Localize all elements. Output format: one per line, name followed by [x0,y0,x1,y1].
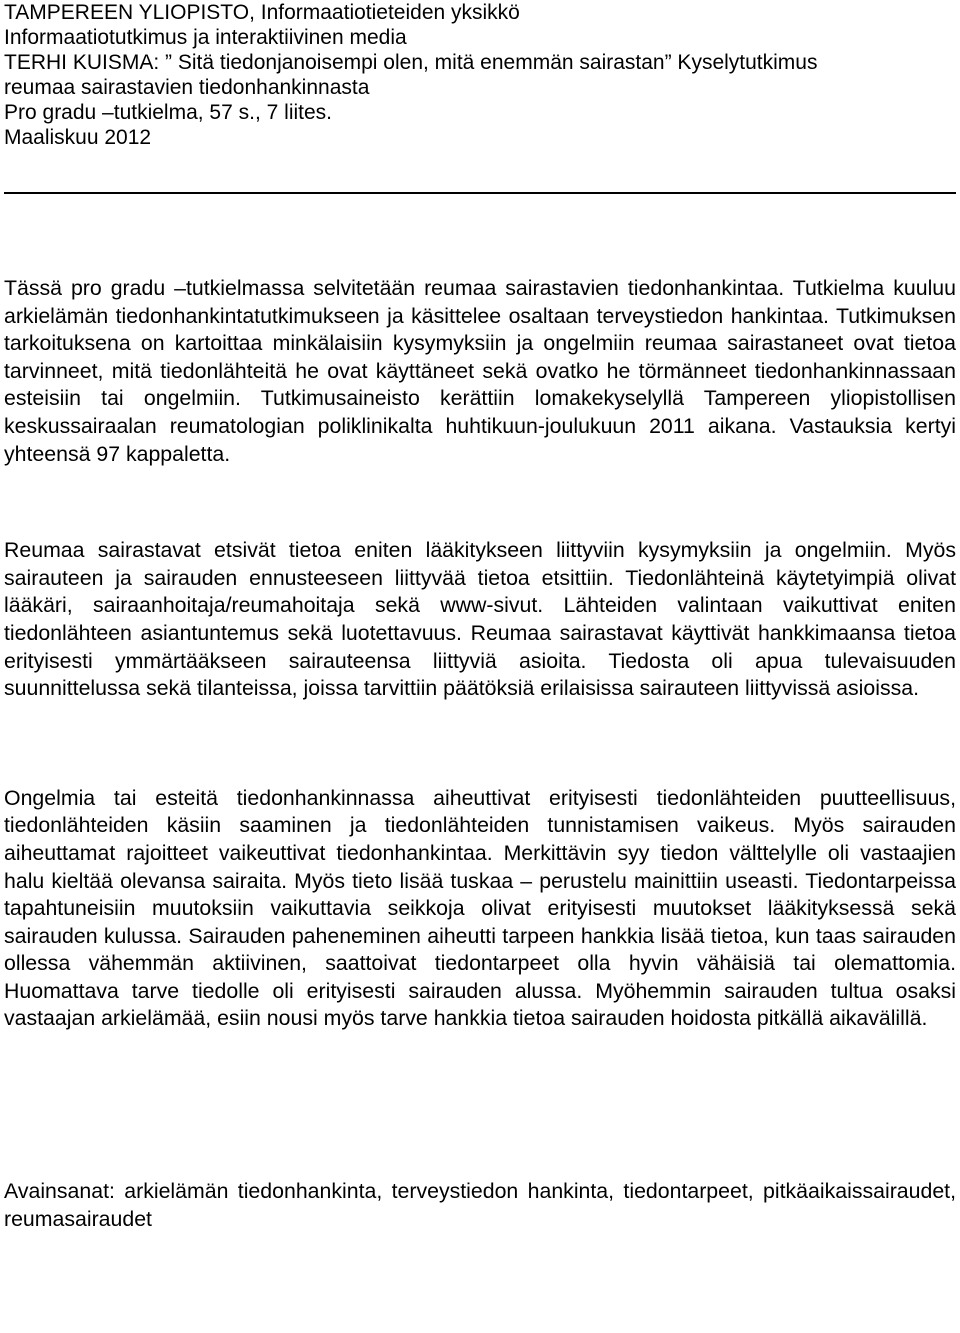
date-line: Maaliskuu 2012 [4,126,152,149]
university-line: TAMPEREEN YLIOPISTO, Informaatiotieteiden yksikkö [4,1,520,24]
document-header [4,0,956,150]
thesis-info-line: Pro gradu –tutkielma, 57 s., 7 liites. [4,101,332,124]
abstract-paragraph-2: Reumaa sairastavat etsivät tietoa eniten lääkitykseen liittyviin kysymyksiin ja ongelmiin. Myös sairauteen ja sairauden ennusteeseen liittyvää tietoa etsittiin. Tiedonlähteinä käytetyimpiä olivat lääkäri, sairaanhoitaja/reumahoitaja sekä www-sivut. Lähteiden valintaan vaikuttivat eniten tiedonlähteen asiantuntemus sekä luotettavuus. Reumaa sairastavat käyttivät hankkimaansa tietoa erityisesti ymmärtääkseen sairauteensa liittyviä asioita. Tiedosta oli apua tulevaisuuden suunnittelussa sekä tilanteissa, joissa tarvittiin päätöksiä erilaisissa sairauteen liittyvissä asioissa. [4,538,956,701]
department-line: Informaatiotutkimus ja interaktiivinen media [4,26,407,49]
author-title-line: TERHI KUISMA: ” Sitä tiedonjanoisempi olen, mitä enemmän sairastan” Kyselytutkimus [4,51,818,74]
abstract-paragraph-1: Tässä pro gradu –tutkielmassa selvitetään reumaa sairastavien tiedonhankintaa. Tutkielma kuuluu arkielämän tiedonhankintatutkimukseen ja käsittelee osaltaan terveystiedon hankintaa. Tutkimuksen tarkoituksena on kartoittaa minkälaisiin kysymyksiin ja ongelmiin reumaa sairastaneet ovat tietoa tarvinneet, mitä tiedonlähteitä he ovat käyttäneet sekä ovatko he törmänneet tiedonhankinnassaan esteisiin tai ongelmiin. Tutkimusaineisto kerättiin lomakekyselyllä Tampereen yliopistollisen keskussairaalan reumatologian poliklinikalta huhtikuun-joulukuun 2011 aikana. Vastauksia kertyi yhteensä 97 kappaletta. [4,276,956,466]
title-continuation-line: reumaa sairastavien tiedonhankinnasta [4,76,370,99]
abstract-paragraph-3: Ongelmia tai esteitä tiedonhankinnassa aiheuttivat erityisesti tiedonlähteiden puutteellisuus, tiedonlähteiden käsiin saaminen ja tiedonlähteiden tunnistamisen vaikeus. Myös sairauden aiheuttamat rajoitteet vaikeuttivat tiedonhankintaa. Merkittävin syy tiedon välttelylle oli vastaajien halu kieltää olevansa sairaita. Myös tieto lisää tuskaa – perustelu mainittiin useasti. Tiedontarpeissa tapahtuneisiin muutoksiin vaikuttavia seikkoja olivat erityisesti muutokset lääkityksessä sekä sairauden kulussa. Sairauden paheneminen aiheutti tarpeen hankkia lisää tietoa, kun taas sairauden ollessa vähemmän aktiivinen, saattoivat tiedontarpeet olla hyvin vähäisiä tai olemattomia. Huomattava tarve tiedolle oli erityisesti sairauden alussa. Myöhemmin sairauden tultua osaksi vastaajan arkielämää, esiin nousi myös tarve hankkia tietoa sairauden hoidosta pitkällä aikavälillä. [4,785,956,1031]
document-page [4,0,956,1233]
horizontal-rule [4,192,956,194]
keywords-paragraph: Avainsanat: arkielämän tiedonhankinta, terveystiedon hankinta, tiedontarpeet, pitkäaikaissairaudet, reumasairaudet [4,1179,956,1231]
